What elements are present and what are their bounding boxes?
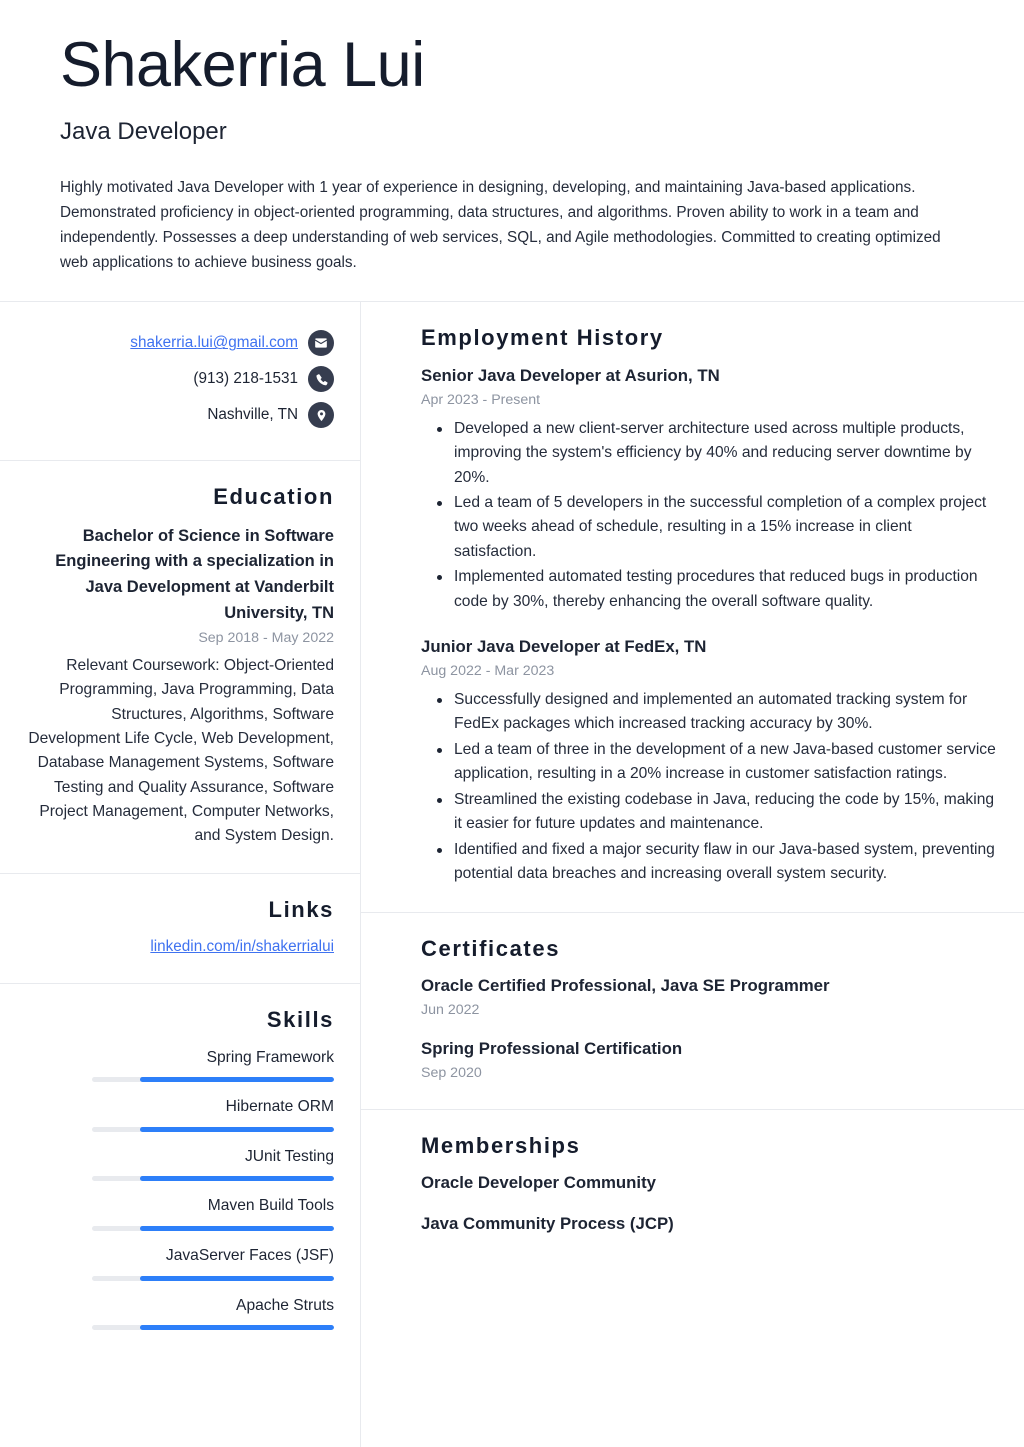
certificate-entry xyxy=(421,1038,998,1085)
skill-level-fill xyxy=(140,1276,334,1281)
education-entry xyxy=(26,524,334,849)
job-entry xyxy=(421,636,998,886)
location-pin-icon xyxy=(308,402,334,428)
job-entry xyxy=(421,365,998,614)
skill-level-fill xyxy=(140,1226,334,1231)
skills-section xyxy=(0,984,360,1354)
job-bullet-list xyxy=(421,688,998,887)
resume-header xyxy=(0,0,1024,302)
job-bullet: Led a team of 5 developers in the successful completion of a complex project two weeks ahead of schedule, resulting in a 15% increase in client satisfaction. xyxy=(421,491,998,564)
skill-label: JavaServer Faces (JSF) xyxy=(165,1247,334,1265)
education-degree: Bachelor of Science in Software Engineering with a specialization in Java Development at Vanderbilt University, TN xyxy=(55,526,334,622)
skill-label: JUnit Testing xyxy=(245,1147,334,1165)
job-bullet: Identified and fixed a major security flaw in our Java-based system, preventing potential data breaches and increasing overall system security. xyxy=(421,838,998,887)
links-heading: Links xyxy=(268,896,334,922)
phone-icon xyxy=(308,366,334,392)
education-heading: Education xyxy=(213,484,334,510)
skill-level-bar xyxy=(92,1127,334,1132)
job-date: Apr 2023 - Present xyxy=(421,391,541,408)
job-heading: Senior Java Developer at Asurion, TN xyxy=(421,365,720,385)
skill-label: Maven Build Tools xyxy=(207,1197,334,1215)
skill-level-bar xyxy=(92,1176,334,1181)
contact-row-email[interactable] xyxy=(26,330,334,356)
page-title: Shakerria Lui xyxy=(60,30,425,100)
sidebar xyxy=(0,302,361,1447)
certificate-date: Sep 2020 xyxy=(421,1064,482,1081)
skill-level-bar xyxy=(92,1276,334,1281)
links-section xyxy=(0,874,360,984)
memberships-section xyxy=(361,1110,1024,1260)
skill-item xyxy=(26,1245,334,1281)
employment-history-heading: Employment History xyxy=(421,325,664,351)
envelope-icon xyxy=(308,330,334,356)
job-bullet: Successfully designed and implemented an automated tracking system for FedEx packages which increased tracking accuracy by 30%. xyxy=(421,688,998,737)
location-text: Nashville, TN xyxy=(207,406,298,424)
link-item[interactable] xyxy=(26,936,334,959)
skill-item xyxy=(26,1195,334,1231)
content-spacer xyxy=(361,1259,1024,1447)
job-title-subtitle: Java Developer xyxy=(60,117,227,145)
education-description: Relevant Coursework: Object-Oriented Programming, Java Programming, Data Structures, Algorithms, Software Development Life Cycle, Web Development, Database Management Systems, Software Testing and Quality Assurance, Software Project Management, Computer Networks, and System Design. xyxy=(28,657,334,845)
main-content xyxy=(361,302,1024,1447)
certificate-name: Oracle Certified Professional, Java SE Programmer xyxy=(421,976,830,996)
skill-level-bar xyxy=(92,1077,334,1082)
skill-level-fill xyxy=(140,1176,334,1181)
education-date: Sep 2018 - May 2022 xyxy=(198,630,334,647)
job-bullet: Led a team of three in the development of a new Java-based customer service application, resulting in a 20% increase in customer satisfaction ratings. xyxy=(421,738,998,787)
skill-level-bar xyxy=(92,1226,334,1231)
professional-summary: Highly motivated Java Developer with 1 year of experience in designing, developing, and maintaining Java-based applications. Demonstrated proficiency in object-oriented programming, data structures, and algorithms. Proven ability to work in a team and independently. Possesses a deep understanding of web services, SQL, and Agile methodologies. Committed to creating optimized web applications to achieve business goals. xyxy=(60,179,941,271)
job-heading: Junior Java Developer at FedEx, TN xyxy=(421,637,707,657)
resume-body xyxy=(0,302,1024,1447)
employment-history-section xyxy=(361,302,1024,912)
certificate-entry xyxy=(421,975,998,1022)
skill-item xyxy=(26,1096,334,1132)
skill-level-fill xyxy=(140,1325,334,1330)
job-date: Aug 2022 - Mar 2023 xyxy=(421,663,555,679)
skill-item xyxy=(26,1146,334,1182)
membership-item: Oracle Developer Community xyxy=(421,1173,657,1193)
certificate-date: Jun 2022 xyxy=(421,1001,480,1018)
skill-level-bar xyxy=(92,1325,334,1330)
linkedin-link[interactable]: linkedin.com/in/shakerrialui xyxy=(150,938,334,956)
skill-label: Spring Framework xyxy=(206,1048,334,1066)
skills-heading: Skills xyxy=(266,1007,334,1033)
membership-item: Java Community Process (JCP) xyxy=(421,1213,674,1233)
skill-level-fill xyxy=(140,1127,334,1132)
certificates-section xyxy=(361,913,1024,1110)
skill-label: Apache Struts xyxy=(236,1296,334,1314)
email-link[interactable]: shakerria.lui@gmail.com xyxy=(130,334,298,352)
skill-level-fill xyxy=(140,1077,334,1082)
contact-section xyxy=(0,302,360,461)
certificates-heading: Certificates xyxy=(421,935,561,961)
contact-list xyxy=(26,324,334,436)
job-bullet-list xyxy=(421,417,998,615)
skill-item xyxy=(26,1295,334,1331)
contact-row-location xyxy=(26,402,334,428)
job-bullet: Implemented automated testing procedures that reduced bugs in production code by 30%, thereby enhancing the overall software quality. xyxy=(421,565,998,614)
certificate-name: Spring Professional Certification xyxy=(421,1038,683,1058)
job-bullet: Developed a new client-server architecture used across multiple products, improving the system's efficiency by 40% and reducing server downtime by 20%. xyxy=(421,417,998,490)
skill-label: Hibernate ORM xyxy=(225,1098,334,1116)
job-bullet: Streamlined the existing codebase in Java, reducing the code by 15%, making it easier for future updates and maintenance. xyxy=(421,788,998,837)
skill-item xyxy=(26,1047,334,1083)
phone-number: (913) 218-1531 xyxy=(193,370,298,388)
education-section xyxy=(0,461,360,873)
memberships-heading: Memberships xyxy=(421,1132,581,1158)
contact-row-phone xyxy=(26,366,334,392)
